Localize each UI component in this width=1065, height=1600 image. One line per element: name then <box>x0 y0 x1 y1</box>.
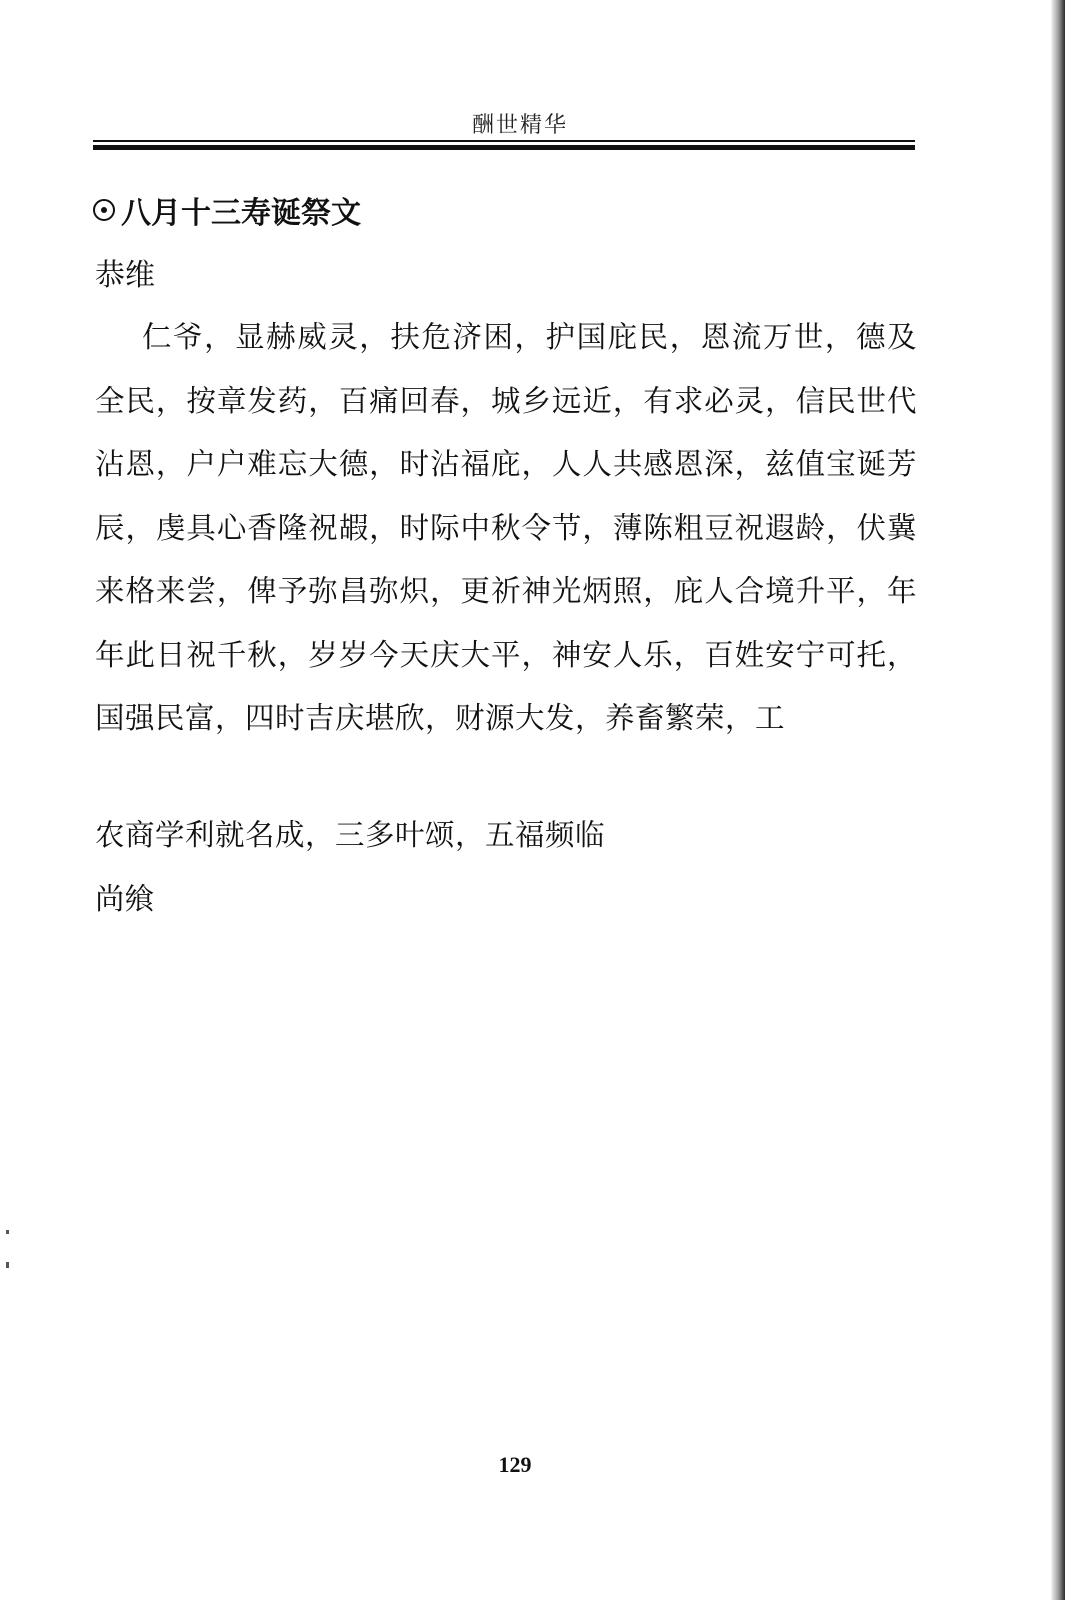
salutation: 恭维 <box>95 258 155 293</box>
section-title <box>93 188 913 232</box>
header-rule-thick <box>93 145 915 150</box>
scan-edge-shadow <box>1051 0 1065 1600</box>
circled-dot-icon <box>93 199 115 221</box>
closing-line: 尚飨 <box>95 882 155 916</box>
scan-speck <box>6 1230 9 1234</box>
page-number: 129 <box>498 1452 532 1477</box>
body-paragraph: 仁爷，显赫威灵，扶危济困，护国庇民，恩流万世，德及全民，按章发药，百痛回春，城乡远近，有求必灵，信民世代沾恩，户户难忘大德，时沾福庇，人人共感恩深，兹值宝诞芳辰，虔具心香隆祝嘏，时际中秋令节，薄陈粗豆祝遐龄，伏冀来格来尝，俾予弥昌弥炽，更祈神光炳照，庇人合境升平，年年此日祝千秋，岁岁今天庆大平，神安人乐，百姓安宁可托，国强民富，四时吉庆堪欣，财源大发，养畜繁荣，工 <box>95 320 917 735</box>
header-rule-thin <box>93 140 915 142</box>
section-title-text: 八月十三寿诞祭文 <box>121 196 361 231</box>
running-header: 酬世精华 <box>471 113 568 138</box>
scan-speck <box>6 1262 9 1268</box>
continuation-line: 农商学利就名成，三多叶颂，五福频临 <box>95 818 606 852</box>
